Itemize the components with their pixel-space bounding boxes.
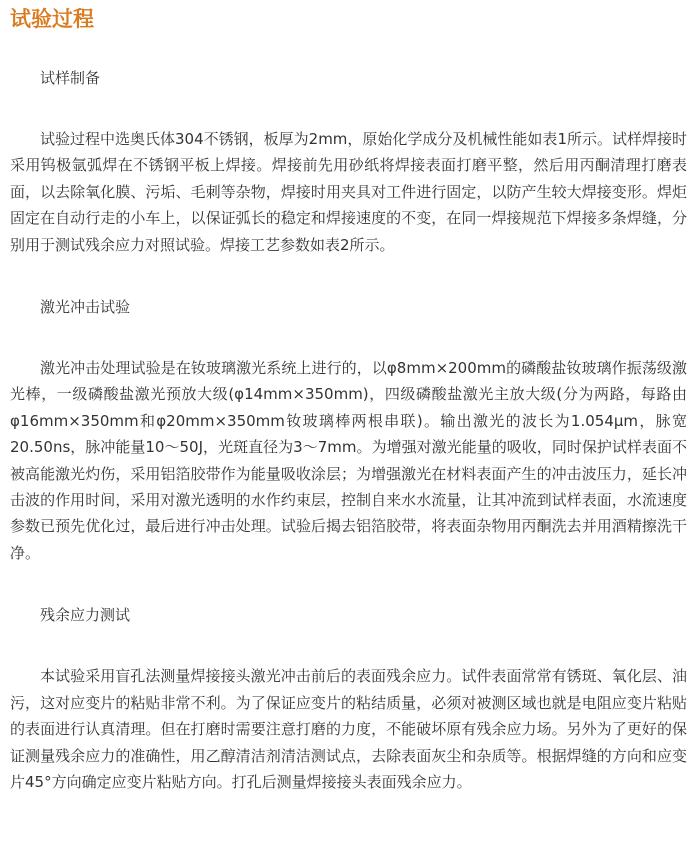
article [10,0,687,795]
page-title: 试验过程 [10,7,94,31]
section-body-laser-shock: 激光冲击处理试验是在钕玻璃激光系统上进行的，以φ8mm×200mm的磷酸盐钕玻璃作振荡级激光棒，一级磷酸盐激光预放大级(φ14mm×350mm)，四级磷酸盐激光主放大级(分为两路，每路由φ16mm×350mm和φ20mm×350mm钕玻璃棒两根串联)。输出激光的波长为1.054μm，脉宽20.50ns，脉冲能量10～50J，光斑直径为3～7mm。为增强对激光能量的吸收，同时保护试样表面不被高能激光灼伤，采用铝箔胶带作为能量吸收涂层；为增强激光在材料表面产生的冲击波压力，延长冲击波的作用时间，采用对激光透明的水作约束层，控制自来水水流量，让其冲流到试样表面，水流速度参数已预先优化过，最后进行冲击处理。试验后揭去铝箔胶带，将表面杂物用丙酮洗去并用酒精擦洗干净。 [10,359,687,562]
section-heading-sample-prep: 试样制备 [40,69,101,87]
section-heading-laser-shock: 激光冲击试验 [40,298,131,317]
spacer [10,92,687,126]
spacer [10,258,687,293]
section-body-residual-stress: 本试验采用盲孔法测量焊接接头激光冲击前后的表面残余应力。试件表面常常有锈斑、氧化层、油污，这对应变片的粘贴非常不利。为了保证应变片的粘结质量，必须对被测区域也就是电阻应变片粘贴的表面进行认真清理。但在打磨时需要注意打磨的力度，不能破坏原有残余应力场。另外为了更好的保证测量残余应力的准确性，用乙醇清洁剂清洁测试点，去除表面灰尘和杂质等。根据焊缝的方向和应变片45°方向确定应变片粘贴方向。打孔后测量焊接接头表面残余应力。 [10,667,687,791]
section-heading-residual-stress: 残余应力测试 [40,606,131,625]
spacer [10,566,687,601]
spacer [10,34,687,64]
section-body-sample-prep: 试验过程中选奥氏体304不锈钢，板厚为2mm，原始化学成分及机械性能如表1所示。试样焊接时采用钨极氩弧焊在不锈钢平板上焊接。焊接前先用砂纸将焊接表面打磨平整，然后用丙酮清理打磨表面，以去除氧化膜、污垢、毛刺等杂物，焊接时用夹具对工件进行固定，以防产生较大焊接变形。焊炬固定在自动行走的小车上，以保证弧长的稳定和焊接速度的不变，在同一焊接规范下焊接多条焊缝，分别用于测试残余应力对照试验。焊接工艺参数如表2所示。 [10,130,687,254]
spacer [10,629,687,663]
spacer [10,321,687,355]
